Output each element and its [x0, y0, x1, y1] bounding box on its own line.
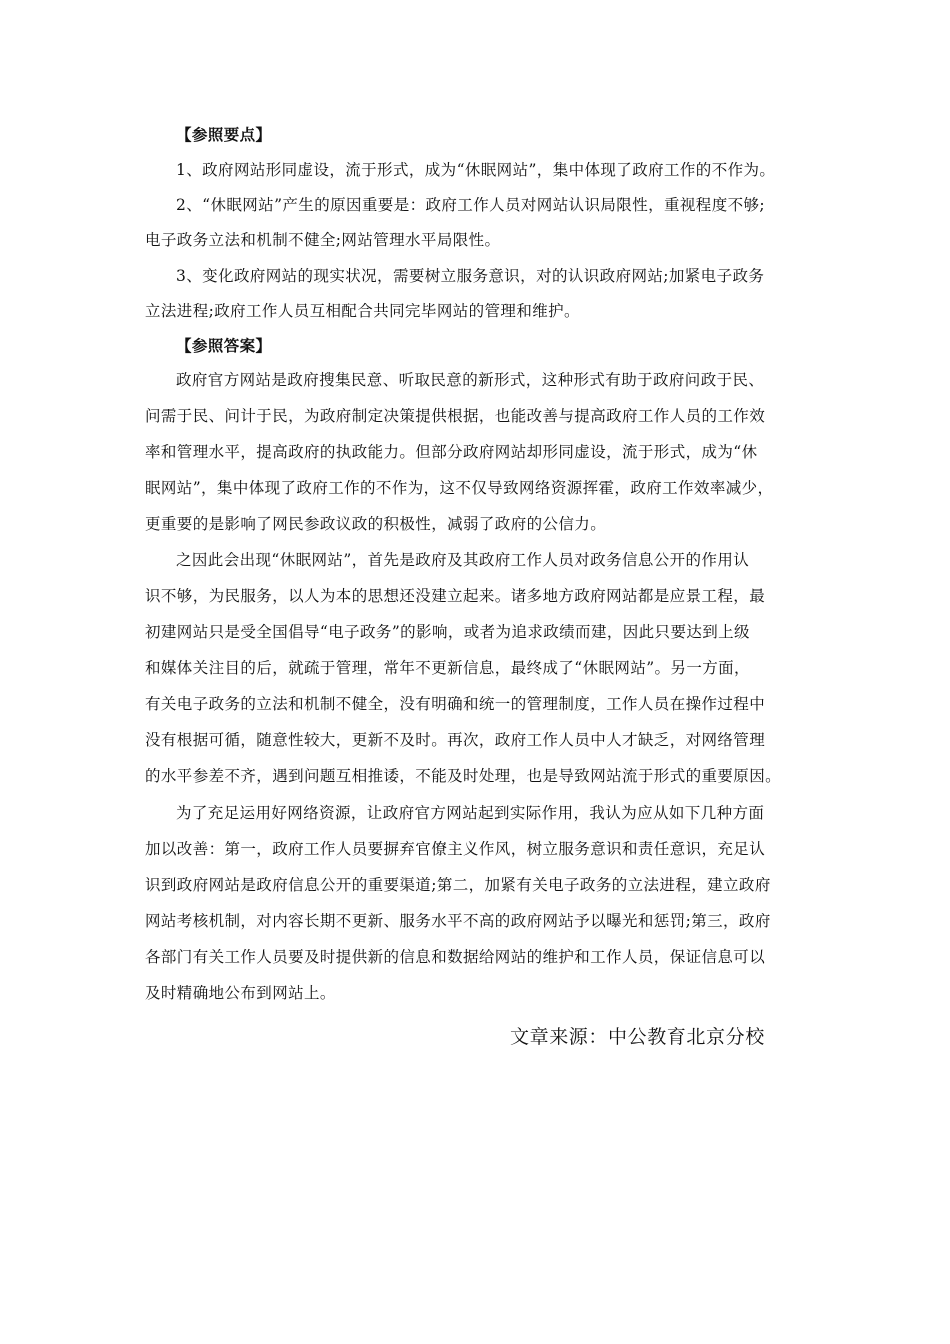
key-point-1: 1、政府网站形同虚设，流于形式，成为“休眠网站”，集中体现了政府工作的不作为。	[176, 161, 776, 179]
key-point-3-line-1: 3、变化政府网站的现实状况，需要树立服务意识，对的认识政府网站;加紧电子政务	[176, 267, 765, 285]
key-point-2-line-1: 2、“休眠网站”产生的原因重要是：政府工作人员对网站认识局限性，重视程度不够;	[176, 196, 766, 214]
answer-line: 识不够，为民服务，以人为本的思想还没建立起来。诸多地方政府网站都是应景工程，最	[145, 587, 766, 605]
answer-line: 及时精确地公布到网站上。	[145, 984, 336, 1002]
answer-line: 加以改善：第一，政府工作人员要摒弃官僚主义作风，树立服务意识和责任意识，充足认	[145, 840, 766, 858]
answer-heading: 【参照答案】	[176, 336, 272, 355]
key-point-3-line-2: 立法进程;政府工作人员互相配合共同完毕网站的管理和维护。	[145, 302, 580, 320]
key-point-2-line-2: 电子政务立法和机制不健全;网站管理水平局限性。	[145, 231, 501, 249]
article-source: 文章来源：中公教育北京分校	[510, 1026, 765, 1048]
answer-line: 眠网站”，集中体现了政府工作的不作为，这不仅导致网络资源挥霍，政府工作效率减少，	[145, 479, 774, 497]
answer-line: 的水平参差不齐，遇到问题互相推诿，不能及时处理，也是导致网站流于形式的重要原因。	[145, 767, 782, 785]
answer-line: 为了充足运用好网络资源，让政府官方网站起到实际作用，我认为应从如下几种方面	[176, 804, 765, 822]
answer-line: 政府官方网站是政府搜集民意、听取民意的新形式，这种形式有助于政府问政于民、	[176, 371, 765, 389]
answer-line: 问需于民、问计于民，为政府制定决策提供根据，也能改善与提高政府工作人员的工作效	[145, 407, 766, 425]
answer-line: 各部门有关工作人员要及时提供新的信息和数据给网站的维护和工作人员，保证信息可以	[145, 948, 766, 966]
answer-line: 识到政府网站是政府信息公开的重要渠道;第二，加紧有关电子政务的立法进程，建立政府	[145, 876, 771, 894]
answer-line: 没有根据可循，随意性较大，更新不及时。再次，政府工作人员中人才缺乏，对网络管理	[145, 731, 766, 749]
answer-line: 之因此会出现“休眠网站”，首先是政府及其政府工作人员对政务信息公开的作用认	[176, 551, 750, 569]
answer-line: 初建网站只是受全国倡导“电子政务”的影响，或者为追求政绩而建，因此只要达到上级	[145, 623, 750, 641]
answer-line: 率和管理水平，提高政府的执政能力。但部分政府网站却形同虚设，流于形式，成为“休	[145, 443, 758, 461]
key-points-heading: 【参照要点】	[176, 125, 272, 144]
answer-line: 更重要的是影响了网民参政议政的积极性，减弱了政府的公信力。	[145, 515, 607, 533]
answer-line: 和媒体关注目的后，就疏于管理，常年不更新信息，最终成了“休眠网站”。另一方面，	[145, 659, 750, 677]
answer-line: 网站考核机制，对内容长期不更新、服务水平不高的政府网站予以曝光和惩罚;第三，政府	[145, 912, 771, 930]
answer-line: 有关电子政务的立法和机制不健全，没有明确和统一的管理制度，工作人员在操作过程中	[145, 695, 766, 713]
